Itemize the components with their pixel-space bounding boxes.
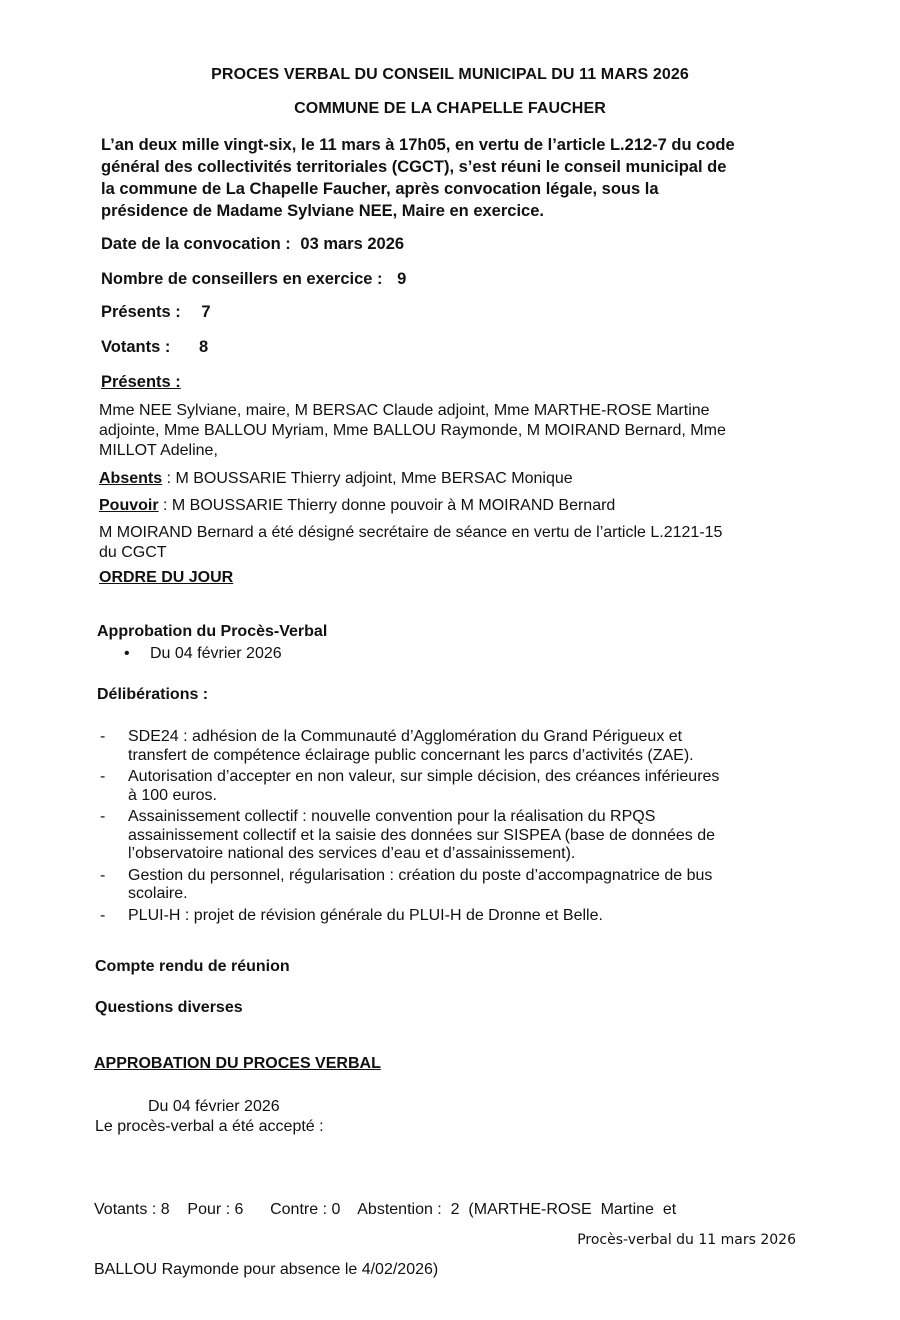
approbation-list — [124, 645, 282, 663]
presents-heading-text: Présents : — [101, 373, 181, 391]
convocation-value: 03 mars 2026 — [300, 235, 405, 253]
page-footer: Procès-verbal du 11 mars 2026 — [577, 1232, 796, 1248]
presents-line: adjointe, Mme BALLOU Myriam, Mme BALLOU Raymonde, M MOIRAND Bernard, Mme — [99, 422, 726, 439]
deliberations-list — [100, 728, 820, 928]
approbation-item: Du 04 février 2026 — [150, 645, 282, 662]
presents-count — [101, 303, 211, 322]
deliberation-line: Gestion du personnel, régularisation : création du poste d’accompagnatrice de bus — [128, 866, 713, 884]
deliberation-line: Assainissement collectif : nouvelle convention pour la réalisation du RPQS — [128, 808, 656, 825]
deliberation-line: PLUI-H : projet de révision générale du PLUI-H de Dronne et Belle. — [128, 906, 603, 924]
approbation-section-heading — [94, 1055, 381, 1073]
absents-label: Absents — [99, 470, 163, 487]
approbation-date: Du 04 février 2026 — [148, 1098, 280, 1115]
deliberation-line: assainissement collectif et la saisie des données sur SISPEA (base de données de — [128, 826, 716, 844]
approbation-accepted: Le procès-verbal a été accepté : — [95, 1118, 324, 1135]
pouvoir-label: Pouvoir — [99, 497, 159, 514]
deliberation-item — [100, 907, 820, 926]
secretaire-paragraph — [99, 523, 819, 563]
deliberation-line: transfert de compétence éclairage public concernant les parcs d’activités (ZAE). — [128, 746, 694, 764]
votants-count — [101, 338, 208, 357]
compte-rendu-heading: Compte rendu de réunion — [95, 958, 290, 975]
convocation-label: Date de la convocation : — [101, 235, 291, 253]
deliberation-line: à 100 euros. — [128, 786, 217, 804]
conseillers-label: Nombre de conseillers en exercice : — [101, 270, 383, 288]
secretaire-line: M MOIRAND Bernard a été désigné secrétaire de séance en vertu de l’article L.2121-15 — [99, 524, 723, 541]
absents-line — [99, 469, 819, 489]
ordre-du-jour-heading — [99, 569, 233, 587]
deliberation-line: l’observatoire national des services d’eau et d’assainissement). — [128, 845, 576, 862]
dash-icon: - — [100, 768, 106, 785]
deliberation-item — [100, 768, 820, 805]
conseillers-value: 9 — [397, 270, 407, 288]
pouvoir-line — [99, 496, 819, 516]
presents-value: 7 — [201, 303, 211, 321]
bullet-icon: • — [124, 645, 130, 662]
deliberations-heading: Délibérations : — [97, 686, 209, 703]
intro-line: L’an deux mille vingt-six, le 11 mars à 17h05, en vertu de l’article L.212-7 du code — [101, 136, 735, 154]
presents-line: Mme NEE Sylviane, maire, M BERSAC Claude adjoint, Mme MARTHE-ROSE Martine — [99, 402, 710, 419]
pouvoir-text: : M BOUSSARIE Thierry donne pouvoir à M MOIRAND Bernard — [158, 497, 616, 514]
deliberation-item — [100, 808, 820, 864]
votants-label: Votants : — [101, 338, 171, 356]
approbation-section-text: APPROBATION DU PROCES VERBAL — [94, 1055, 381, 1072]
dash-icon: - — [100, 906, 106, 924]
intro-line: général des collectivités territoriales (CGCT), s’est réuni le conseil municipal de — [101, 158, 727, 176]
convocation-date — [101, 235, 404, 254]
commune-title: COMMUNE DE LA CHAPELLE FAUCHER — [294, 100, 606, 117]
approbation-subheading: Approbation du Procès-Verbal — [97, 623, 328, 640]
ordre-du-jour-text: ORDRE DU JOUR — [99, 569, 234, 586]
deliberation-item — [100, 728, 820, 765]
conseillers-count — [101, 270, 406, 289]
deliberation-item — [100, 867, 820, 904]
presents-line: MILLOT Adeline, — [99, 442, 218, 459]
intro-line: la commune de La Chapelle Faucher, après convocation légale, sous la — [101, 180, 659, 198]
intro-line: présidence de Madame Sylviane NEE, Maire en exercice. — [101, 202, 544, 220]
deliberation-line: Autorisation d’accepter en non valeur, sur simple décision, des créances inférieures — [128, 768, 720, 785]
dash-icon: - — [100, 808, 106, 825]
presents-list — [99, 401, 819, 461]
absents-text: : M BOUSSARIE Thierry adjoint, Mme BERSAC Monique — [162, 470, 573, 487]
secretaire-line: du CGCT — [99, 544, 167, 561]
presents-heading — [101, 373, 181, 392]
document-title: PROCES VERBAL DU CONSEIL MUNICIPAL DU 11 MARS 2026 — [211, 66, 689, 83]
vote-line: Votants : 8 Pour : 6 Contre : 0 Abstention : 2 (MARTHE-ROSE Martine et — [94, 1201, 677, 1218]
intro-paragraph — [101, 134, 821, 222]
dash-icon: - — [100, 866, 106, 884]
vote-line: BALLOU Raymonde pour absence le 4/02/2026) — [94, 1261, 439, 1278]
dash-icon: - — [100, 728, 106, 745]
deliberation-line: SDE24 : adhésion de la Communauté d’Agglomération du Grand Périgueux et — [128, 728, 683, 745]
presents-label: Présents : — [101, 303, 181, 321]
votants-value: 8 — [198, 338, 209, 356]
questions-diverses-heading: Questions diverses — [95, 999, 243, 1016]
deliberation-line: scolaire. — [128, 885, 188, 902]
